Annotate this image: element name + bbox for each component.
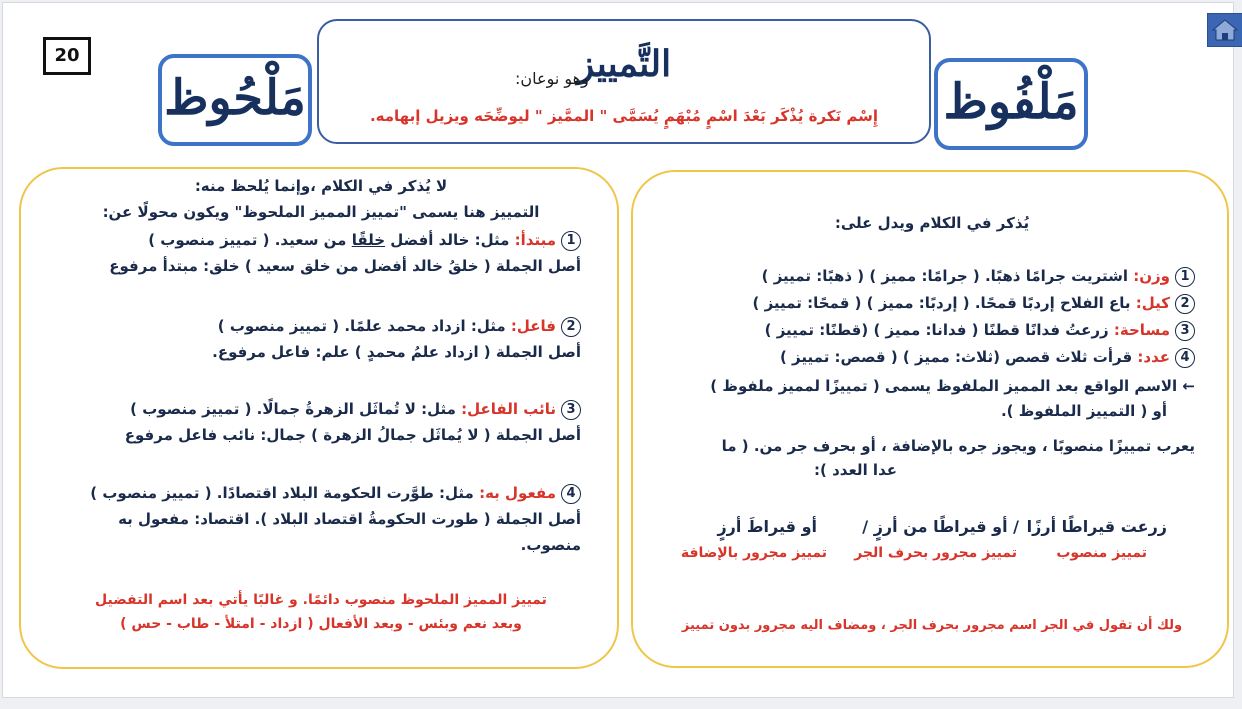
title-types: وهو نوعان: bbox=[515, 69, 589, 88]
arrow-line-1 bbox=[710, 375, 1195, 397]
right-item-3 bbox=[765, 319, 1195, 341]
page-number: 20 bbox=[43, 37, 91, 75]
item-text: باع الفلاح إردبًا قمحًا. ( إردبًا: مميز ) ( قمحًا: تمييز ) bbox=[752, 294, 1131, 312]
title-definition: إِسْم نَكرة يُذْكَر بَعْدَ اسْمٍ مُبْهَمٍ يُسَمَّى " الممَّيز " ليوضِّحَه ويزيل إبهامه. bbox=[369, 107, 879, 125]
right-note: ولك أن تقول في الجر اسم مجرور بحرف الجر ، ومضاف اليه مجرور بدون تمييز bbox=[681, 618, 1183, 633]
home-icon bbox=[1208, 14, 1242, 46]
left-item-2-origin: أصل الجملة ( ازداد علمُ محمدٍ ) علم: فاعل مرفوع. bbox=[212, 343, 581, 361]
right-intro: يُذكر في الكلام ويدل على: bbox=[834, 214, 1030, 232]
slide bbox=[2, 2, 1234, 698]
item-label: عدد: bbox=[1137, 348, 1170, 366]
left-item-4 bbox=[90, 482, 581, 504]
left-arrow-icon: ← bbox=[1182, 377, 1195, 395]
number-badge: 3 bbox=[561, 400, 581, 420]
title-box bbox=[317, 19, 931, 144]
example-b-label: تمييز مجرور بحرف الجر bbox=[854, 545, 1017, 561]
number-badge: 2 bbox=[561, 317, 581, 337]
example-c: أو قيراطَ أرزٍ bbox=[717, 517, 817, 536]
malfouz-panel bbox=[631, 170, 1229, 668]
number-badge: 4 bbox=[1175, 348, 1195, 368]
item-text: قرأت ثلاث قصص (ثلاث: مميز ) ( قصص: تمييز ) bbox=[779, 348, 1133, 366]
left-item-1-origin: أصل الجملة ( خلقُ خالد أفضل من خلق سعيد ) خلق: مبتدأ مرفوع bbox=[109, 257, 581, 275]
rule-line-1: يعرب تمييزًا منصوبًا ، ويجوز جره بالإضافة ، أو بحرف جر من. ( ما bbox=[721, 437, 1195, 455]
item-label: كيل: bbox=[1135, 294, 1170, 312]
rule-line-2: عدا العدد ): bbox=[814, 461, 897, 479]
malhouz-panel bbox=[19, 167, 619, 669]
item-example: مثل: لا تُماثَل الزهرةُ جمالًا. ( تمييز منصوب ) bbox=[130, 400, 456, 418]
example-c-label: تمييز مجرور بالإضافة bbox=[680, 545, 827, 561]
number-badge: 1 bbox=[1175, 267, 1195, 287]
left-item-4-origin-2: منصوب. bbox=[520, 536, 581, 554]
example-a-label: تمييز منصوب bbox=[1056, 545, 1147, 561]
left-item-3-origin: أصل الجملة ( لا يُماثَل جمالُ الزهرة ) جمال: نائب فاعل مرفوع bbox=[124, 426, 581, 444]
item-label: نائب الفاعل: bbox=[461, 400, 556, 418]
right-item-2 bbox=[753, 292, 1196, 314]
malfouz-label: مَلْفُوظ bbox=[934, 58, 1088, 150]
left-intro-1: لا يُذكر في الكلام ،وإنما يُلحظ منه: bbox=[194, 177, 448, 195]
item-text: زرعتُ فدانًا قطنًا ( فدانا: مميز ) (قطنًا: تمييز ) bbox=[764, 321, 1109, 339]
number-badge: 2 bbox=[1175, 294, 1195, 314]
left-note-1: تمييز المميز الملحوظ منصوب دائمًا. و غالبًا يأتي بعد اسم التفضيل bbox=[95, 592, 547, 608]
item-example-underlined: خلقًا bbox=[351, 231, 386, 249]
left-item-3 bbox=[130, 398, 581, 420]
left-note-2: وبعد نعم وبئس - وبعد الأفعال ( ازداد - امتلأ - طاب - حس ) bbox=[120, 616, 522, 632]
left-item-1 bbox=[148, 229, 581, 251]
item-label: مساحة: bbox=[1113, 321, 1170, 339]
number-badge: 3 bbox=[1175, 321, 1195, 341]
item-example-end: من سعيد. ( تمييز منصوب ) bbox=[148, 231, 347, 249]
right-item-1 bbox=[762, 265, 1195, 287]
left-item-2 bbox=[218, 315, 581, 337]
item-label: وزن: bbox=[1133, 267, 1170, 285]
item-label: مفعول به: bbox=[479, 484, 556, 502]
item-text: اشتريت جرامًا ذهبًا. ( جرامًا: مميز ) ( ذهبًا: تمييز ) bbox=[761, 267, 1128, 285]
item-example: مثل: ازداد محمد علمًا. ( تمييز منصوب ) bbox=[217, 317, 506, 335]
number-badge: 1 bbox=[561, 231, 581, 251]
left-intro-2: التمييز هنا يسمى "تمييز المميز الملحوظ" ويكون محولًا عن: bbox=[102, 203, 540, 221]
item-label: مبتدأ: bbox=[514, 231, 556, 249]
item-example: مثل: خالد أفضل bbox=[390, 231, 510, 249]
home-button[interactable] bbox=[1207, 13, 1242, 47]
example-a: زرعت قيراطًا أرزًا bbox=[1026, 517, 1167, 536]
item-example: مثل: طوَّرت الحكومة البلاد اقتصادًا. ( تمييز منصوب ) bbox=[90, 484, 474, 502]
arrow-line-2: أو ( التمييز الملفوظ ). bbox=[1000, 402, 1167, 420]
number-badge: 4 bbox=[561, 484, 581, 504]
left-item-4-origin: أصل الجملة ( طورت الحكومةُ اقتصاد البلاد ). اقتصاد: مفعول به bbox=[118, 510, 581, 528]
title-word: التَّمييز bbox=[576, 43, 672, 85]
right-item-4 bbox=[780, 346, 1195, 368]
malhouz-label: مَلْحُوظ bbox=[158, 54, 312, 146]
arrow-line-1-text: الاسم الواقع بعد المميز الملفوظ يسمى ( تمييزًا لمميز ملفوظ ) bbox=[710, 377, 1178, 395]
item-label: فاعل: bbox=[510, 317, 556, 335]
example-b: / أو قيراطًا من أرزٍ / bbox=[862, 517, 1019, 536]
